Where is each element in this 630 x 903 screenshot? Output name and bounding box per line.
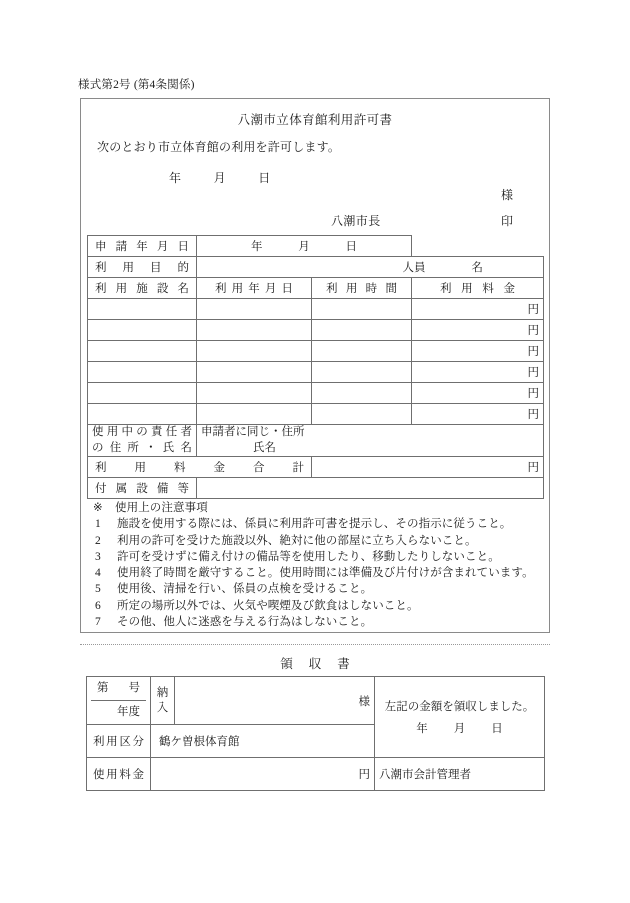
note-text: 施設を使用する際には、係員に利用許可書を提示し、その指示に従うこと。 xyxy=(117,518,512,531)
cell-use-date[interactable] xyxy=(197,299,312,320)
table-row-total xyxy=(88,457,544,478)
fee-value-cell[interactable] xyxy=(151,758,375,791)
permit-table xyxy=(87,235,544,499)
note-item xyxy=(93,549,534,565)
note-item xyxy=(93,581,534,597)
note-text: 使用後、清掃を行い、係員の点検を受けること。 xyxy=(117,583,373,596)
note-item xyxy=(93,614,534,630)
table-row[interactable] xyxy=(88,299,544,320)
note-text: 利用の許可を受けた施設以外、絶対に他の部屋に立ち入らないこと。 xyxy=(117,534,477,547)
notes-section xyxy=(93,500,534,630)
note-number: 6 xyxy=(95,599,101,612)
receipt-received-text: 左記の金額を領収しました。 xyxy=(384,701,535,713)
note-number: 4 xyxy=(95,567,101,580)
receipt-number-cell[interactable] xyxy=(87,677,151,725)
receipt-title xyxy=(80,654,550,672)
fee-label: 使 用 料 金 xyxy=(93,769,144,781)
receipt-fiscal-year-line xyxy=(91,701,146,724)
payer-label-line2: 入 xyxy=(156,701,169,714)
cell-use-time[interactable] xyxy=(312,341,412,362)
fee-unit: 円 xyxy=(358,769,370,781)
application-day: 日 xyxy=(345,241,357,253)
note-item xyxy=(93,598,534,614)
usage-class-value-cell[interactable] xyxy=(151,725,375,758)
payer-honorific: 様 xyxy=(358,695,370,708)
issue-date-day: 日 xyxy=(258,171,271,185)
people-label: 人員 xyxy=(402,262,426,274)
cell-facility[interactable] xyxy=(88,341,197,362)
cell-use-time[interactable] xyxy=(312,362,412,383)
cell-fee[interactable] xyxy=(412,362,544,383)
equipment-label: 付 属 設 備 等 xyxy=(95,483,189,496)
note-item xyxy=(93,516,534,532)
notes-heading: 使用上の注意事項 xyxy=(115,502,208,514)
table-row[interactable] xyxy=(88,383,544,404)
receipt-title-c3: 書 xyxy=(337,657,350,671)
notes-heading-row xyxy=(93,500,534,516)
note-text: 許可を受けずに備え付けの備品等を使用したり、移動したりしないこと。 xyxy=(117,550,500,563)
application-date-fields xyxy=(251,238,357,254)
column-header-use-time: 利 用 時 間 xyxy=(312,278,412,299)
total-label-cell xyxy=(88,457,312,478)
purpose-label: 利 用 目 的 xyxy=(95,262,189,274)
cell-use-time[interactable] xyxy=(312,383,412,404)
issue-date-month: 月 xyxy=(213,171,226,185)
yen-unit: 円 xyxy=(527,388,539,400)
fee-label-cell xyxy=(87,758,151,791)
payer-label-cell xyxy=(151,677,175,725)
receipt-acknowledgement-cell xyxy=(375,677,545,758)
table-row[interactable] xyxy=(88,341,544,362)
column-header-fee: 利 用 料 金 xyxy=(412,278,544,299)
table-header-row xyxy=(88,278,544,299)
receipt-number-label: 第 xyxy=(97,681,109,694)
application-date-spacer xyxy=(412,236,544,257)
permit-title: 八潮市立体育館利用許可書 xyxy=(237,113,393,127)
receipt-number-unit: 号 xyxy=(128,681,140,694)
usage-class-value: 鶴ケ曽根体育館 xyxy=(159,736,240,748)
table-row-application-date xyxy=(88,236,544,257)
cell-use-date[interactable] xyxy=(197,404,312,425)
equipment-label-cell xyxy=(88,478,197,499)
cell-fee[interactable] xyxy=(412,383,544,404)
note-number: 7 xyxy=(95,616,101,629)
note-text: 所定の場所以外では、火気や喫煙及び飲食はしないこと。 xyxy=(117,599,419,612)
table-row-equipment xyxy=(88,478,544,499)
receipt-table xyxy=(86,676,545,791)
column-header-facility: 利 用 施 設 名 xyxy=(88,278,197,299)
table-row[interactable] xyxy=(88,404,544,425)
note-number: 3 xyxy=(95,550,101,563)
responsible-label-line2: の 住 所 ・ 氏 名 xyxy=(92,441,192,454)
responsible-value-cell[interactable] xyxy=(197,425,544,457)
usage-class-label: 利 用 区 分 xyxy=(93,736,144,748)
payer-label-line1: 納 xyxy=(156,687,169,700)
receipt-number-line xyxy=(91,677,146,701)
application-date-label: 申 請 年 月 日 xyxy=(95,241,189,253)
officer-name: 八潮市会計管理者 xyxy=(379,769,471,781)
cell-use-date[interactable] xyxy=(197,362,312,383)
receipt-title-c1: 領 xyxy=(280,657,293,671)
issuer-name: 八潮市長 xyxy=(331,214,381,228)
application-month: 月 xyxy=(298,241,310,253)
permit-box xyxy=(80,98,550,633)
cell-fee[interactable] xyxy=(412,320,544,341)
cell-use-time[interactable] xyxy=(312,299,412,320)
yen-unit: 円 xyxy=(527,367,539,379)
application-year: 年 xyxy=(251,241,263,253)
cell-fee[interactable] xyxy=(412,299,544,320)
responsible-label-line1: 使 用 中 の 責 任 者 xyxy=(92,426,192,438)
yen-unit: 円 xyxy=(527,346,539,358)
yen-unit: 円 xyxy=(527,409,539,421)
purpose-value-cell[interactable] xyxy=(197,257,544,278)
tear-off-divider xyxy=(80,644,550,645)
table-row-purpose xyxy=(88,257,544,278)
people-unit: 名 xyxy=(471,262,483,274)
column-header-use-date: 利 用 年 月 日 xyxy=(197,278,312,299)
total-yen-unit: 円 xyxy=(527,462,539,475)
cell-facility[interactable] xyxy=(88,362,197,383)
note-item xyxy=(93,565,534,581)
receipt-date-day: 日 xyxy=(491,723,503,735)
cell-use-date[interactable] xyxy=(197,320,312,341)
cell-facility[interactable] xyxy=(88,383,197,404)
total-label: 利 用 料 金 合 計 xyxy=(95,462,304,475)
yen-unit: 円 xyxy=(527,304,539,316)
note-text: 使用終了時間を厳守すること。使用時間には準備及び片付けが含まれています。 xyxy=(117,567,534,580)
payer-name-cell[interactable] xyxy=(175,677,375,725)
table-row-responsible xyxy=(88,425,544,457)
addressee-honorific: 様 xyxy=(500,188,513,202)
form-number: 様式第2号 (第4条関係) xyxy=(78,79,195,91)
application-date-label-cell xyxy=(88,236,197,257)
receipt-row-fee xyxy=(87,758,545,791)
table-row[interactable] xyxy=(88,362,544,383)
receipt-fiscal-year-label: 年度 xyxy=(117,705,140,718)
responsible-name: 氏名 xyxy=(253,441,276,454)
receipt-received-date xyxy=(379,714,540,736)
usage-class-label-cell xyxy=(87,725,151,758)
cell-fee[interactable] xyxy=(412,404,544,425)
total-value-cell[interactable] xyxy=(312,457,544,478)
receipt-date-year: 年 xyxy=(416,723,428,735)
notes-list xyxy=(93,516,534,630)
cell-use-date[interactable] xyxy=(197,341,312,362)
receipt-date-month: 月 xyxy=(453,723,466,735)
application-date-value-cell[interactable] xyxy=(197,236,412,257)
yen-unit: 円 xyxy=(527,325,539,337)
note-number: 5 xyxy=(95,583,101,596)
cell-facility[interactable] xyxy=(88,404,197,425)
note-number: 1 xyxy=(95,518,101,531)
equipment-value-cell[interactable] xyxy=(197,478,544,499)
note-item xyxy=(93,533,534,549)
cell-use-time[interactable] xyxy=(312,404,412,425)
receipt-title-c2: 収 xyxy=(308,657,322,671)
responsible-address: 申請者に同じ・住所 xyxy=(201,426,305,438)
table-row[interactable] xyxy=(88,320,544,341)
cell-use-time[interactable] xyxy=(312,320,412,341)
note-text: その他、他人に迷惑を与える行為はしないこと。 xyxy=(117,616,373,629)
receipt-row-number xyxy=(87,677,545,725)
cell-facility[interactable] xyxy=(88,299,197,320)
cell-facility[interactable] xyxy=(88,320,197,341)
note-number: 2 xyxy=(95,534,101,547)
responsible-label-cell xyxy=(88,425,197,457)
seal-mark: 印 xyxy=(500,214,513,228)
cell-fee[interactable] xyxy=(412,341,544,362)
cell-use-date[interactable] xyxy=(197,383,312,404)
purpose-label-cell xyxy=(88,257,197,278)
permit-lead-text: 次のとおり市立体育館の利用を許可します。 xyxy=(97,140,341,154)
issue-date-year: 年 xyxy=(169,171,182,185)
permit-issue-date xyxy=(169,169,270,186)
notes-mark: ※ xyxy=(93,502,103,514)
officer-cell xyxy=(375,758,545,791)
